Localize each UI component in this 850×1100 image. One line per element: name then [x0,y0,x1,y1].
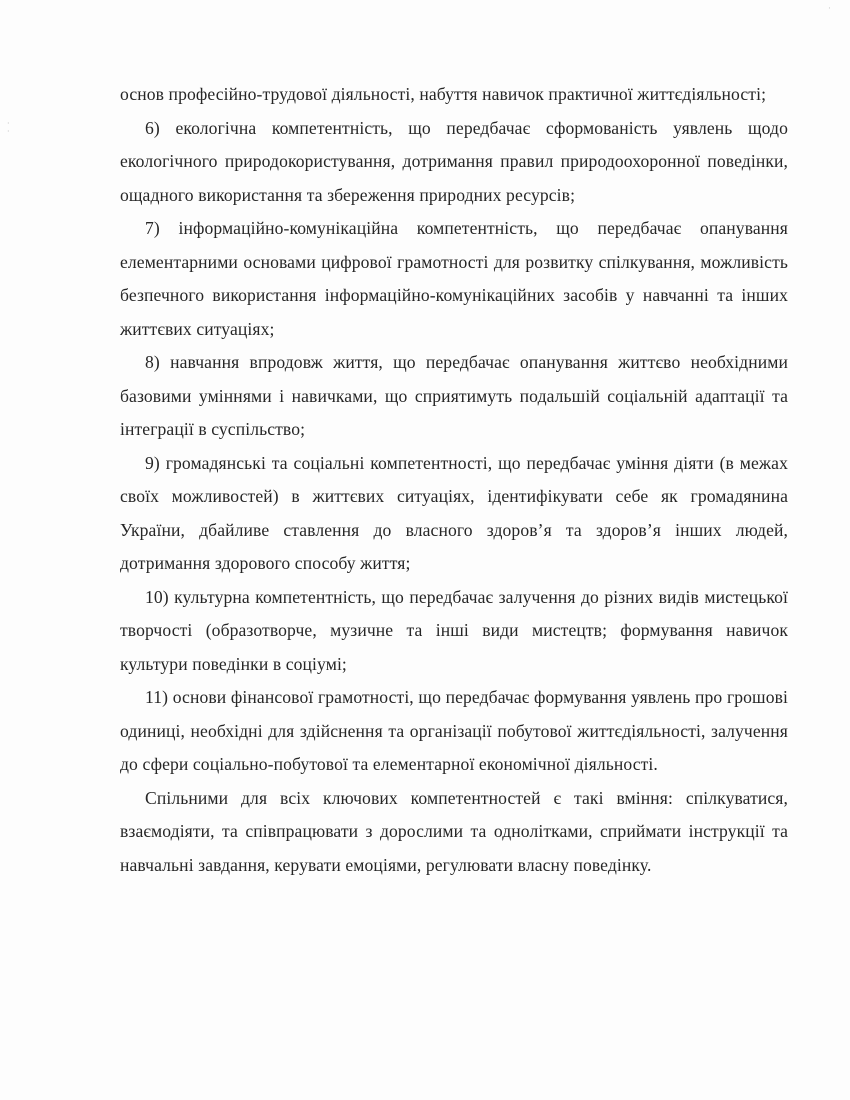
paragraph-item-6: 6) екологічна компетентність, що передбачає сформованість уявлень щодо екологічного природокористування, дотримання правил природоохоронної поведінки, ощадного використання та збереження природних ресурсів; [120,117,788,205]
paragraph-continuation: основ професійно-трудової діяльності, набуття навичок практичної життєдіяльності; [120,84,767,104]
document-body [120,78,788,882]
paragraph-item-7: 7) інформаційно-комунікаційна компетентність, що передбачає опанування елементарними основами цифрової грамотності для розвитку спілкування, можливість безпечного використання інформаційно-комунікаційних засобів у навчанні та інших життєвих ситуаціях; [120,218,788,339]
paragraph-item-9: 9) громадянські та соціальні компетентності, що передбачає уміння діяти (в межах своїх можливостей) в життєвих ситуаціях, ідентифікувати себе як громадянина України, дбайливе ставлення до власного здоров’я та здоров’я інших людей, дотримання здорового способу життя; [120,452,788,573]
paragraph-summary: Спільними для всіх ключових компетентностей є такі вміння: спілкуватися, взаємодіяти, та співпрацювати з дорослими та однолітками, сприймати інструкції та навчальні завдання, керувати емоціями, регулювати власну поведінку. [120,787,788,875]
scan-artifact-left: · · [7,119,10,136]
scan-artifact-corner: · [828,4,831,14]
paragraph-item-8: 8) навчання впродовж життя, що передбачає опанування життєво необхідними базовими уміннями і навичками, що сприятимуть подальшій соціальній адаптації та інтеграції в суспільство; [120,352,788,439]
paragraph-item-11: 11) основи фінансової грамотності, що передбачає формування уявлень про грошові одиниці, необхідні для здійснення та організації побутової життєдіяльності, залучення до сфери соціально-побутової та елементарної економічної діяльності. [120,687,788,774]
paragraph-item-10: 10) культурна компетентність, що передбачає залучення до різних видів мистецької творчості (образотворче, музичне та інші види мистецтв; формування навичок культури поведінки в соціумі; [120,586,788,674]
